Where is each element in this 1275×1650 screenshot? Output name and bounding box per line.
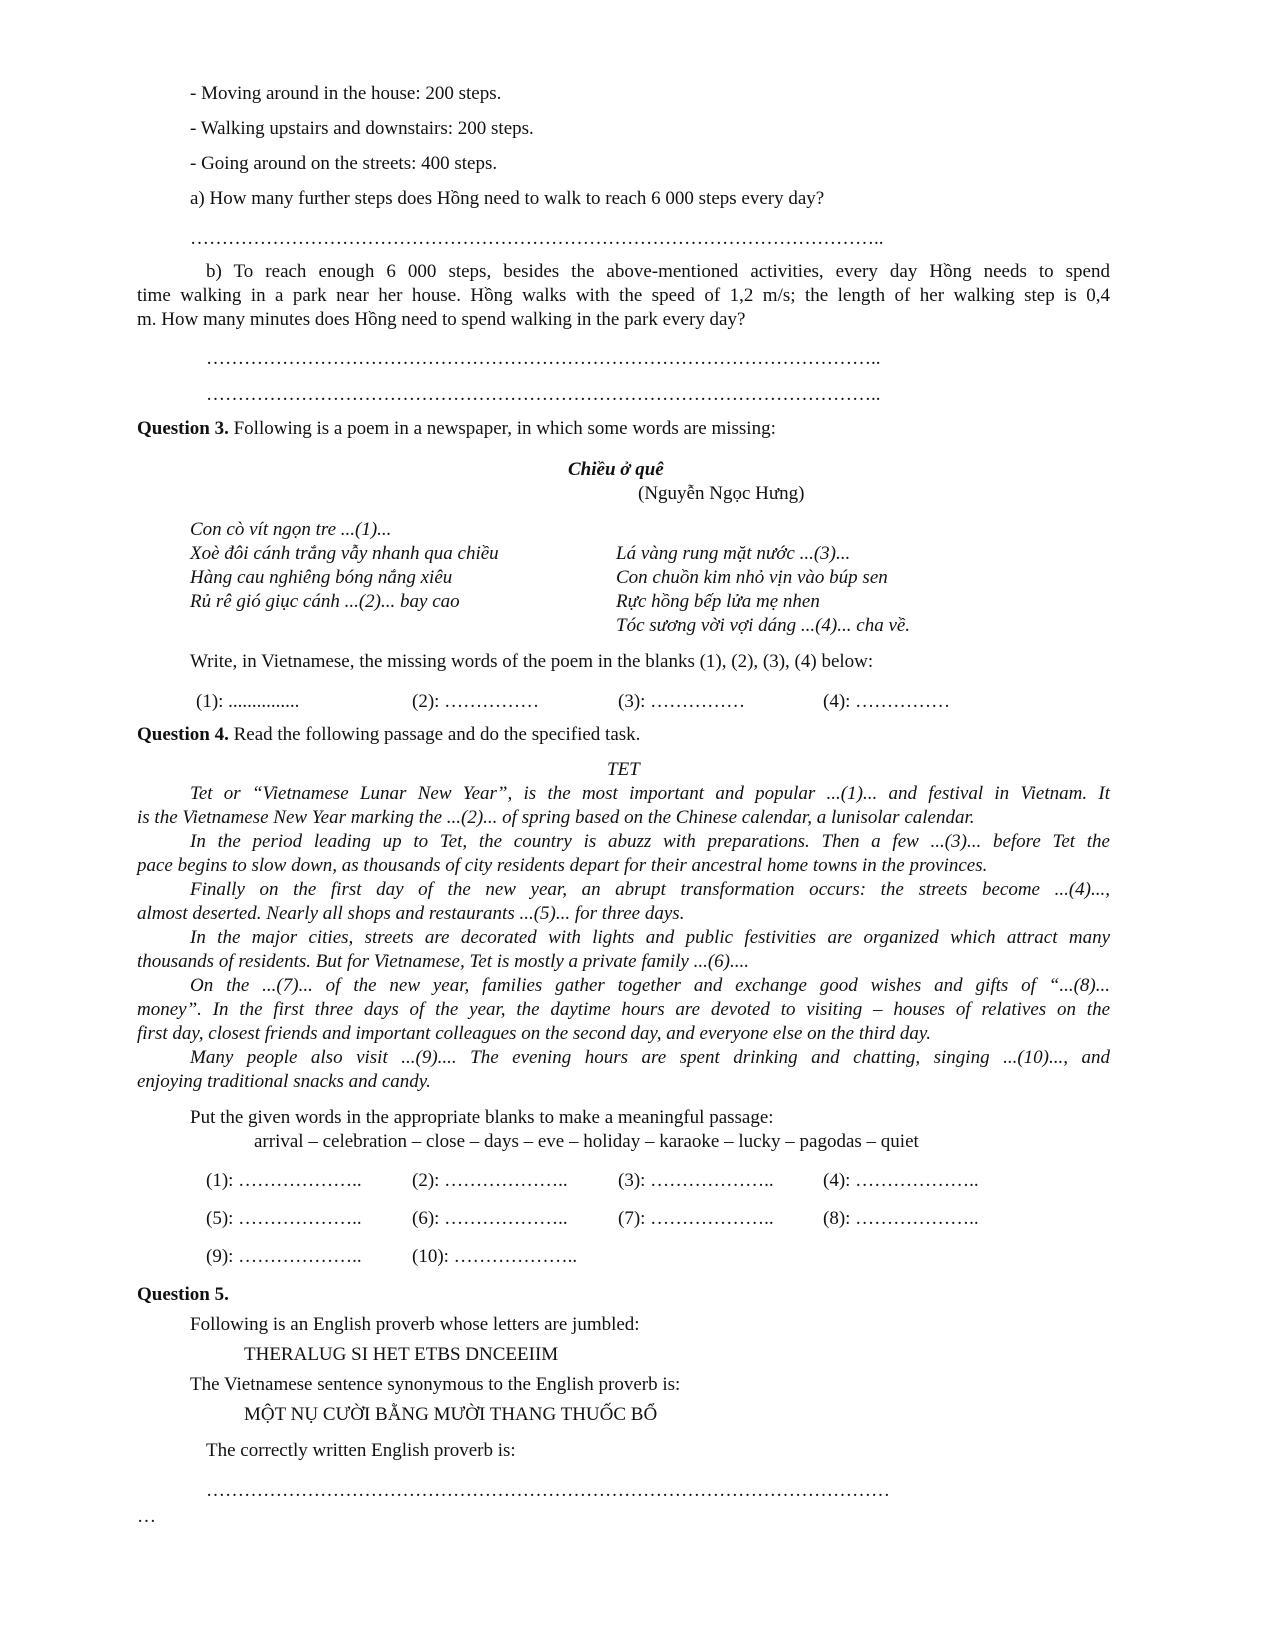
answer-blank-4-3[interactable]: (3): ……………….. <box>618 1170 774 1191</box>
answer-blank-3-1[interactable]: (1): ............... <box>196 691 300 712</box>
passage-p6-line-2: enjoying traditional snacks and candy. <box>137 1071 431 1092</box>
question-5-label: Question 5. <box>137 1284 229 1305</box>
answer-blank-2b-2[interactable]: …………………………………………………………………………………………….. <box>206 384 881 405</box>
passage-title: TET <box>607 759 640 780</box>
poem-left-line-1: Con cò vít ngọn tre ...(1)... <box>190 519 392 540</box>
poem-right-line-4: Tóc sương vời vợi dáng ...(4)... cha về. <box>616 615 911 636</box>
question-2b-line-1: b) To reach enough 6 000 steps, besides the above-mentioned activities, every day Hồng needs to spend <box>206 261 1110 282</box>
poem-title: Chiều ở quê <box>568 459 664 480</box>
answer-blank-4-8[interactable]: (8): ……………….. <box>823 1208 979 1229</box>
passage-p4-line-2: thousands of residents. But for Vietnamese, Tet is mostly a private family ...(6).... <box>137 951 749 972</box>
question-4-heading <box>137 723 640 747</box>
question-2a: a) How many further steps does Hồng need to walk to reach 6 000 steps every day? <box>190 188 825 209</box>
answer-blank-4-1[interactable]: (1): ……………….. <box>206 1170 362 1191</box>
passage-p6-line-1: Many people also visit ...(9).... The evening hours are spent drinking and chatting, singing ...(10)..., and <box>190 1047 1110 1068</box>
step-item-house: - Moving around in the house: 200 steps. <box>190 83 502 104</box>
passage-p2-line-2: pace begins to slow down, as thousands of city residents depart for their ancestral home towns in the provinces. <box>137 855 988 876</box>
answer-blank-2b-1[interactable]: …………………………………………………………………………………………….. <box>206 348 881 369</box>
passage-p4-line-1: In the major cities, streets are decorated with lights and public festivities are organized which attract many <box>190 927 1110 948</box>
question-4-label: Question 4. <box>137 724 229 745</box>
answer-blank-5[interactable]: ……………………………………………………………………………………………… <box>206 1480 890 1501</box>
answer-blank-3-4[interactable]: (4): …………… <box>823 691 951 712</box>
answer-blank-3-2[interactable]: (2): …………… <box>412 691 540 712</box>
answer-blank-3-3[interactable]: (3): …………… <box>618 691 746 712</box>
poem-author: (Nguyễn Ngọc Hưng) <box>638 483 805 504</box>
passage-p3-line-1: Finally on the first day of the new year, an abrupt transformation occurs: the streets become ...(4)..., <box>190 879 1110 900</box>
question-3-heading <box>137 417 776 441</box>
question-5-line-1: Following is an English proverb whose letters are jumbled: <box>190 1314 640 1335</box>
vietnamese-sentence: MỘT NỤ CƯỜI BẰNG MƯỜI THANG THUỐC BỔ <box>244 1404 658 1425</box>
poem-right-line-2: Con chuồn kim nhỏ vịn vào búp sen <box>616 567 888 588</box>
answer-blank-4-10[interactable]: (10): ……………….. <box>412 1246 578 1267</box>
answer-blank-4-4[interactable]: (4): ……………….. <box>823 1170 979 1191</box>
passage-p1-line-2: is the Vietnamese New Year marking the ...(2)... of spring based on the Chinese calendar, a lunisolar calendar. <box>137 807 975 828</box>
answer-blank-5-tail[interactable]: … <box>137 1506 156 1527</box>
word-bank: arrival – celebration – close – days – eve – holiday – karaoke – lucky – pagodas – quiet <box>254 1131 919 1152</box>
poem-right-line-1: Lá vàng rung mặt nước ...(3)... <box>616 543 851 564</box>
question-3-intro: Following is a poem in a newspaper, in which some words are missing: <box>228 418 776 439</box>
step-item-streets: - Going around on the streets: 400 steps. <box>190 153 498 174</box>
question-5-line-3: The correctly written English proverb is: <box>206 1440 516 1461</box>
step-item-stairs: - Walking upstairs and downstairs: 200 steps. <box>190 118 534 139</box>
question-4-task: Put the given words in the appropriate blanks to make a meaningful passage: <box>190 1107 774 1128</box>
question-2b-line-2: time walking in a park near her house. Hồng walks with the speed of 1,2 m/s; the length of her walking step is 0,4 <box>137 285 1110 306</box>
question-2b-line-3: m. How many minutes does Hồng need to spend walking in the park every day? <box>137 309 746 330</box>
passage-p5-line-3: first day, closest friends and important colleagues on the second day, and everyone else on the third day. <box>137 1023 932 1044</box>
question-3-label: Question 3. <box>137 418 229 439</box>
poem-left-line-3: Hàng cau nghiêng bóng nắng xiêu <box>190 567 453 588</box>
passage-p3-line-2: almost deserted. Nearly all shops and restaurants ...(5)... for three days. <box>137 903 685 924</box>
passage-p5-line-1: On the ...(7)... of the new year, families gather together and exchange good wishes and gifts of “...(8)... <box>190 975 1110 996</box>
question-3-task: Write, in Vietnamese, the missing words of the poem in the blanks (1), (2), (3), (4) below: <box>190 651 874 672</box>
answer-blank-4-7[interactable]: (7): ……………….. <box>618 1208 774 1229</box>
passage-p5-line-2: money”. In the first three days of the year, the daytime hours are devoted to visiting – houses of relatives on the <box>137 999 1110 1020</box>
poem-left-line-2: Xoè đôi cánh trắng vẫy nhanh qua chiều <box>190 543 499 564</box>
passage-p1-line-1: Tet or “Vietnamese Lunar New Year”, is the most important and popular ...(1)... and festival in Vietnam. It <box>190 783 1110 804</box>
question-5-line-2: The Vietnamese sentence synonymous to the English proverb is: <box>190 1374 681 1395</box>
answer-blank-4-6[interactable]: (6): ……………….. <box>412 1208 568 1229</box>
answer-blank-4-5[interactable]: (5): ……………….. <box>206 1208 362 1229</box>
question-4-intro: Read the following passage and do the specified task. <box>228 724 641 745</box>
answer-blank-4-9[interactable]: (9): ……………….. <box>206 1246 362 1267</box>
jumbled-proverb: THERALUG SI HET ETBS DNCEEIIM <box>244 1344 559 1365</box>
answer-blank-4-2[interactable]: (2): ……………….. <box>412 1170 568 1191</box>
poem-right-line-3: Rực hồng bếp lửa mẹ nhen <box>616 591 820 612</box>
passage-p2-line-1: In the period leading up to Tet, the country is abuzz with preparations. Then a few ...(3)... before Tet the <box>190 831 1110 852</box>
poem-left-line-4: Rủ rê gió giục cánh ...(2)... bay cao <box>190 591 460 612</box>
answer-blank-2a[interactable]: ……………………………………………………………………………………………….. <box>190 228 884 249</box>
